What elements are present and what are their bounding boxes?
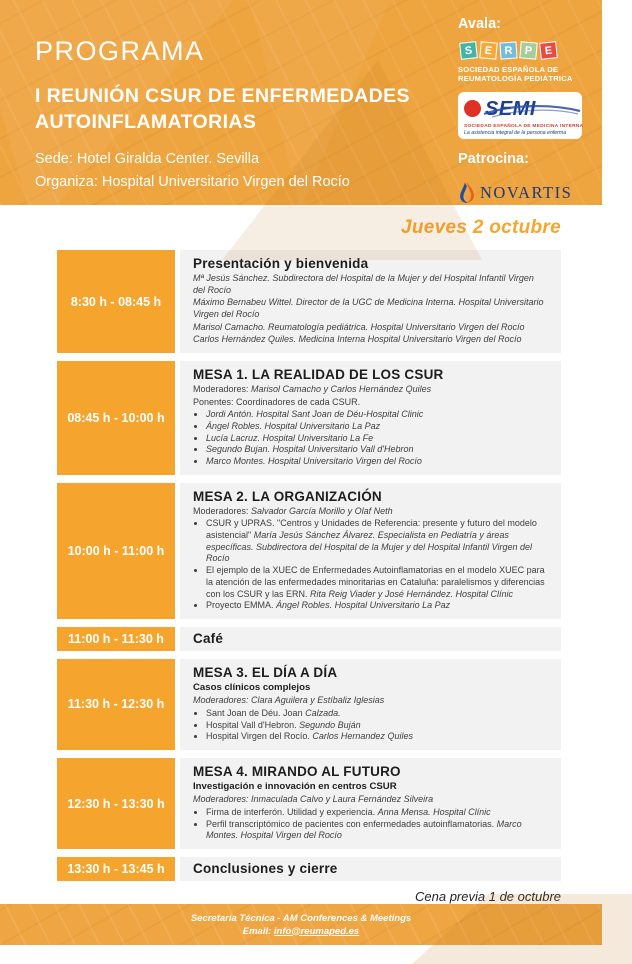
header-left [0,0,440,205]
session-content [180,627,561,651]
session-title: Café [193,630,224,646]
list-item [206,433,548,445]
speaker-line: Carlos Hernández Quiles. Medicina Interna Hospital Universitario Virgen del Rocío [193,334,522,345]
moderators-line: Moderadores: Inmaculada Calvo y Laura Fernández Silveira [193,794,434,805]
talk-text: Proyecto EMMA. [206,600,277,611]
talk-text: Firma de interferón. Utilidad y experiencia. [206,807,378,818]
session-title: MESA 2. LA ORGANIZACIÓN [193,488,382,504]
semi-swoosh-icon [482,98,582,122]
serpe-tile-icon: E [479,41,497,59]
talk-speaker: Ángel Robles. Hospital Universitario La Paz [276,600,451,611]
session-time: 11:30 h - 12:30 h [57,659,175,750]
talk-speaker: Anna Mensa. Hospital Clínic [377,807,491,818]
header-banner [0,0,602,205]
list-item [206,409,548,421]
talk-list [193,708,548,743]
event-title-line1: I REUNIÓN CSUR DE ENFERMEDADES [35,85,410,107]
talk-text: Perfil transcriptómico de pacientes con enfermedades autoinflamatorias. [206,818,497,829]
talk-text: CSUR y UPRAS. "Centros y Unidades de Referencia: presente y futuro del modelo asistencial" [206,518,537,541]
session-row-mesa1 [57,361,561,475]
speaker-line: Máximo Bernabeu Wittel. Director de la UGC de Medicina Interna. Hospital Universitario Virgen del Rocío [193,297,544,319]
email-link[interactable]: info@reumaped.es [273,925,360,937]
talk-text: El ejemplo de la XUEC de Enfermedades Autoinflamatorias en el modelo XUEC para la atención de las enfermedades minoritarias en Cataluña: paralelismos y diferencias con los CSUR y las ERN. [206,565,545,599]
session-time: 10:00 h - 11:00 h [57,483,175,619]
session-time: 13:30 h - 13:45 h [57,857,175,881]
session-row-mesa2 [57,483,561,619]
talk-text: Sant Joan de Déu. Joan [206,707,306,718]
session-row-mesa4 [57,758,561,849]
talk-list [193,518,548,612]
speaker-list [193,409,548,467]
list-item [206,819,548,842]
moderators-label: Moderadores: [193,383,252,394]
moderators-names: Salvador García Morillo y Olaf Neth [251,505,393,516]
session-title: MESA 3. EL DÍA A DÍA [193,664,338,680]
session-content [180,659,561,750]
session-title: Presentación y bienvenida [193,256,369,271]
list-item [206,600,548,612]
event-title-line2: AUTOINFLAMATORIAS [35,111,257,134]
semi-circle-icon [464,100,481,117]
talk-speaker: Segundo Buján [299,719,361,730]
session-row-mesa3 [57,659,561,750]
talk-speaker: Rita Reig Viader y José Hernández. Hospital Clínic [310,588,513,599]
event-title [35,83,440,136]
session-row-presentacion [57,250,561,353]
talk-speaker: Carlos Hernandez Quiles [312,731,413,742]
day-header: Jueves 2 octubre [400,217,561,238]
program-heading: PROGRAMA [35,36,205,66]
session-time: 8:30 h - 08:45 h [57,250,175,353]
serpe-caption-line2: REUMATOLOGÍA PEDIÁTRICA [458,74,573,84]
speaker-line: Mª Jesús Sánchez. Subdirectora del Hospital de la Mujer y del Hospital Infantil Virgen del Rocío [193,272,534,295]
speaker: Ángel Robles. Hospital Universitario La Paz [206,421,381,432]
semi-logo-row [464,96,576,122]
session-content [180,758,561,849]
list-item [206,565,548,600]
list-item [206,708,548,720]
session-content [180,857,561,881]
novartis-wordmark: NOVARTIS [480,182,573,202]
talk-text: Hospital Virgen del Rocío. [206,731,313,742]
email-line [243,926,359,937]
list-item [206,518,548,565]
talk-speaker: Calzada. [305,707,341,718]
serpe-tile-icon: R [499,41,517,59]
talk-speaker: Marco Montes. Hospital Virgen del Rocío [206,818,522,841]
dinner-note: Cena previa 1 de octubre [415,889,561,905]
building-pattern-shape [412,894,632,964]
patrocina-label: Patrocina: [458,150,529,167]
session-title: MESA 1. LA REALIDAD DE LOS CSUR [193,367,444,383]
list-item [206,720,548,732]
organizer-line: Organiza: Hospital Universitario Virgen del Rocío [35,173,350,190]
list-item [206,444,548,456]
novartis-logo [458,181,590,205]
list-item [206,456,548,468]
session-row-conclusiones [57,857,561,881]
talk-list [193,807,548,842]
session-time: 12:30 h - 13:30 h [57,758,175,849]
serpe-tile-icon: P [519,41,537,59]
session-time: 08:45 h - 10:00 h [57,361,175,475]
novartis-flame-icon [458,181,475,205]
email-label: Email: [242,925,274,937]
session-content [180,361,561,475]
moderators-line [193,384,548,396]
talk-speaker: María Jesús Sánchez Álvarez. Especialista en Pediatría y áreas específicas. Subdirectora del Hospital de la Mujer y del Hospital Infantil Virgen del Rocío [206,530,533,564]
semi-caption: SOCIEDAD ESPAÑOLA DE MEDICINA INTERNA [464,123,584,129]
semi-logo [458,92,582,139]
moderators-line [193,506,548,518]
sponsors-column [450,0,602,205]
semi-wordmark: SEMI [485,97,536,120]
session-time: 11:00 h - 11:30 h [57,627,175,651]
list-item [206,421,548,433]
moderators-line: Moderadores: Clara Aguilera y Estíbaliz Iglesias [193,695,385,706]
list-item [206,807,548,819]
serpe-caption-line1: SOCIEDAD ESPAÑOLA DE [458,65,559,74]
venue-line: Sede: Hotel Giralda Center. Sevilla [35,150,260,167]
serpe-logo [460,42,590,59]
speaker: Lucía Lacruz. Hospital Universitario La Fe [206,432,374,443]
avala-label: Avala: [458,16,501,32]
secretariat-line: Secretaría Técnica - AM Conferences & Meetings [190,912,412,924]
moderators-label: Moderadores: [193,505,252,516]
session-row-cafe [57,627,561,651]
speaker-line: Marisol Camacho. Reumatología pediátrica. Hospital Universitario Virgen del Rocío [193,321,525,332]
talk-text: Hospital Vall d'Hebron. [206,719,300,730]
session-title: MESA 4. MIRANDO AL FUTURO [193,763,401,779]
session-content [180,483,561,619]
serpe-caption [458,65,590,84]
session-subtitle: Investigación e innovación en centros CSUR [193,780,397,792]
ponentes-line: Ponentes: Coordinadores de cada CSUR. [193,396,361,407]
session-subtitle: Casos clínicos complejos [193,681,311,693]
schedule [0,205,602,904]
serpe-tile-icon: S [459,41,478,60]
semi-tagline: La asistencia integral de la persona enferma [464,129,567,136]
speaker: Segundo Bujan. Hospital Universitario Vall d'Hebron [206,444,414,455]
list-item [206,731,548,743]
moderators-names: Marisol Camacho y Carlos Hernández Quiles [251,383,432,394]
session-content [180,250,561,353]
session-title: Conclusiones y cierre [193,861,338,877]
serpe-tile-icon: E [539,41,558,60]
speaker: Jordi Antón. Hospital Sant Joan de Déu-Hospital Clinic [206,409,424,420]
speaker: Marco Montes. Hospital Universitario Virgen del Rocío [206,456,422,467]
footer-bar [0,904,602,945]
